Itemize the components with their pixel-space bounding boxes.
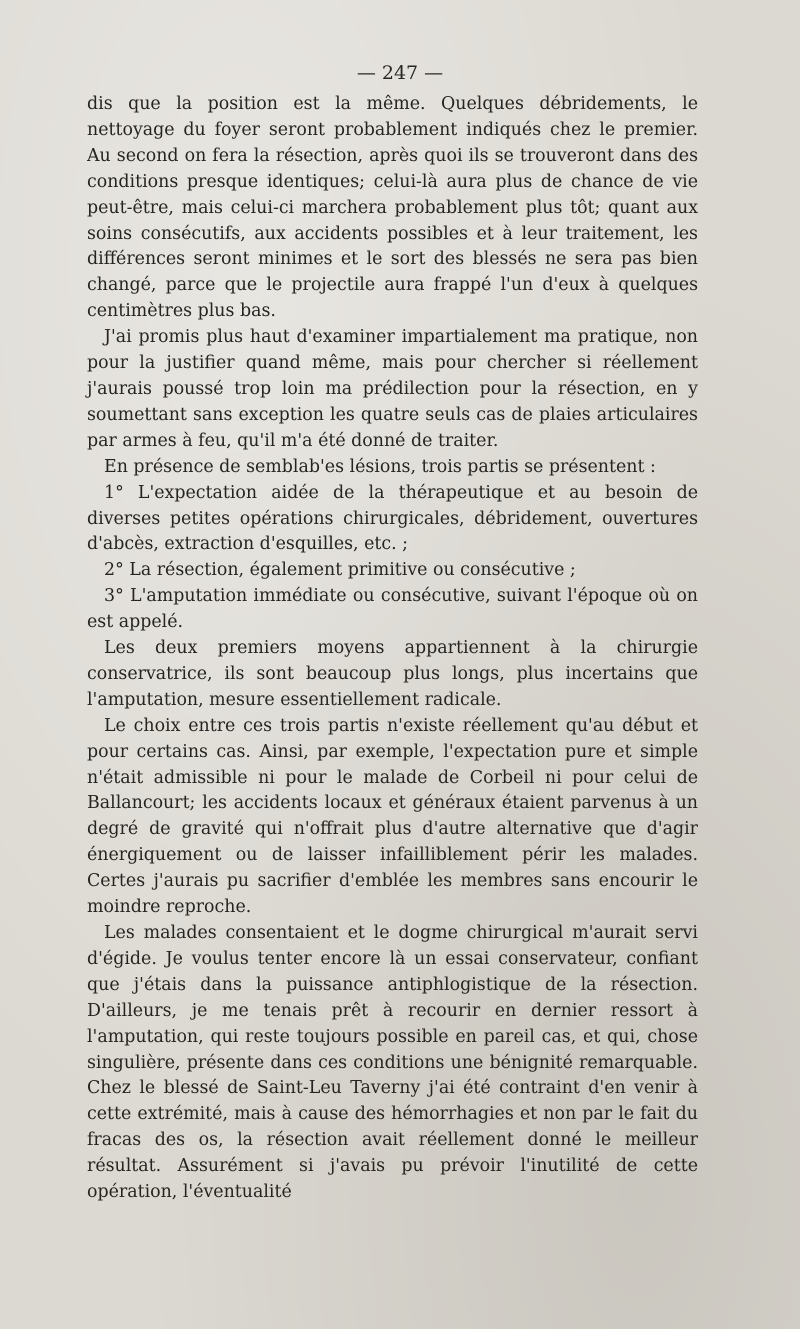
paragraph-6: Les malades consentaient et le dogme chirurgical m'aurait servi d'égide. Je voulus tenter encore là un essai conservateur, confiant que j'étais dans la puissance antiphlogistique de la résection. D'ailleurs, je me tenais prêt à recourir en dernier ressort à l'amputation, qui reste toujours possible en pareil cas, et qui, chose singulière, présente dans ces conditions une bénignité remarquable. Chez le blessé de Saint-Leu Taverny j'ai été contraint d'en venir à cette extrémité, mais à cause des hémorrhagies et non par le fait du fracas des os, la résection avait réellement donné le meilleur résultat. Assurément si j'avais pu prévoir l'inutilité de cette opération, l'éventualité	[87, 923, 698, 1203]
list-item-3: 3° L'amputation immédiate ou consécutive, suivant l'époque où on est appelé.	[87, 586, 698, 633]
paragraph-4: Les deux premiers moyens appartiennent à la chirurgie conservatrice, ils sont beaucoup plus longs, plus incertains que l'amputation, mesure essentiellement radicale.	[87, 638, 698, 710]
paragraph-5: Le choix entre ces trois partis n'existe réellement qu'au début et pour certains cas. Ainsi, par exemple, l'expectation pure et simple n'était admissible ni pour le malade de Corbeil ni pour celui de Ballancourt; les accidents locaux et généraux étaient parvenus à un degré de gravité qui n'offrait plus d'autre alternative que d'agir énergiquement ou de laisser infailliblement périr les malades. Certes j'aurais pu sacrifier d'emblée les membres sans encourir le moindre reproche.	[87, 715, 698, 918]
body-text	[87, 92, 698, 1206]
paragraph-2: J'ai promis plus haut d'examiner impartialement ma pratique, non pour la justifier quand même, mais pour chercher si réellement j'aurais poussé trop loin ma prédilection pour la résection, en y soumettant sans exception les quatre seuls cas de plaies articulaires par armes à feu, qu'il m'a été donné de traiter.	[87, 327, 698, 451]
list-item-2: 2° La résection, également primitive ou consécutive ;	[104, 560, 576, 581]
paragraph-1: dis que la position est la même. Quelques débridements, le nettoyage du foyer seront probablement indiqués chez le premier. Au second on fera la résection, après quoi ils se trouveront dans des conditions presque identiques; celui-là aura plus de chance de vie peut-être, mais celui-ci marchera probablement plus tôt; quant aux soins consécutifs, aux accidents possibles et à leur traitement, les différences seront minimes et le sort des blessés ne sera pas bien changé, parce que le projectile aura frappé l'un d'eux à quelques centimètres plus bas.	[87, 94, 698, 322]
page-number: — 247 —	[356, 62, 444, 84]
list-item-1: 1° L'expectation aidée de la thérapeutique et au besoin de diverses petites opérations chirurgicales, débridement, ouvertures d'abcès, extraction d'esquilles, etc. ;	[87, 482, 698, 555]
paragraph-3: En présence de semblab'es lésions, trois partis se présentent :	[104, 456, 656, 477]
